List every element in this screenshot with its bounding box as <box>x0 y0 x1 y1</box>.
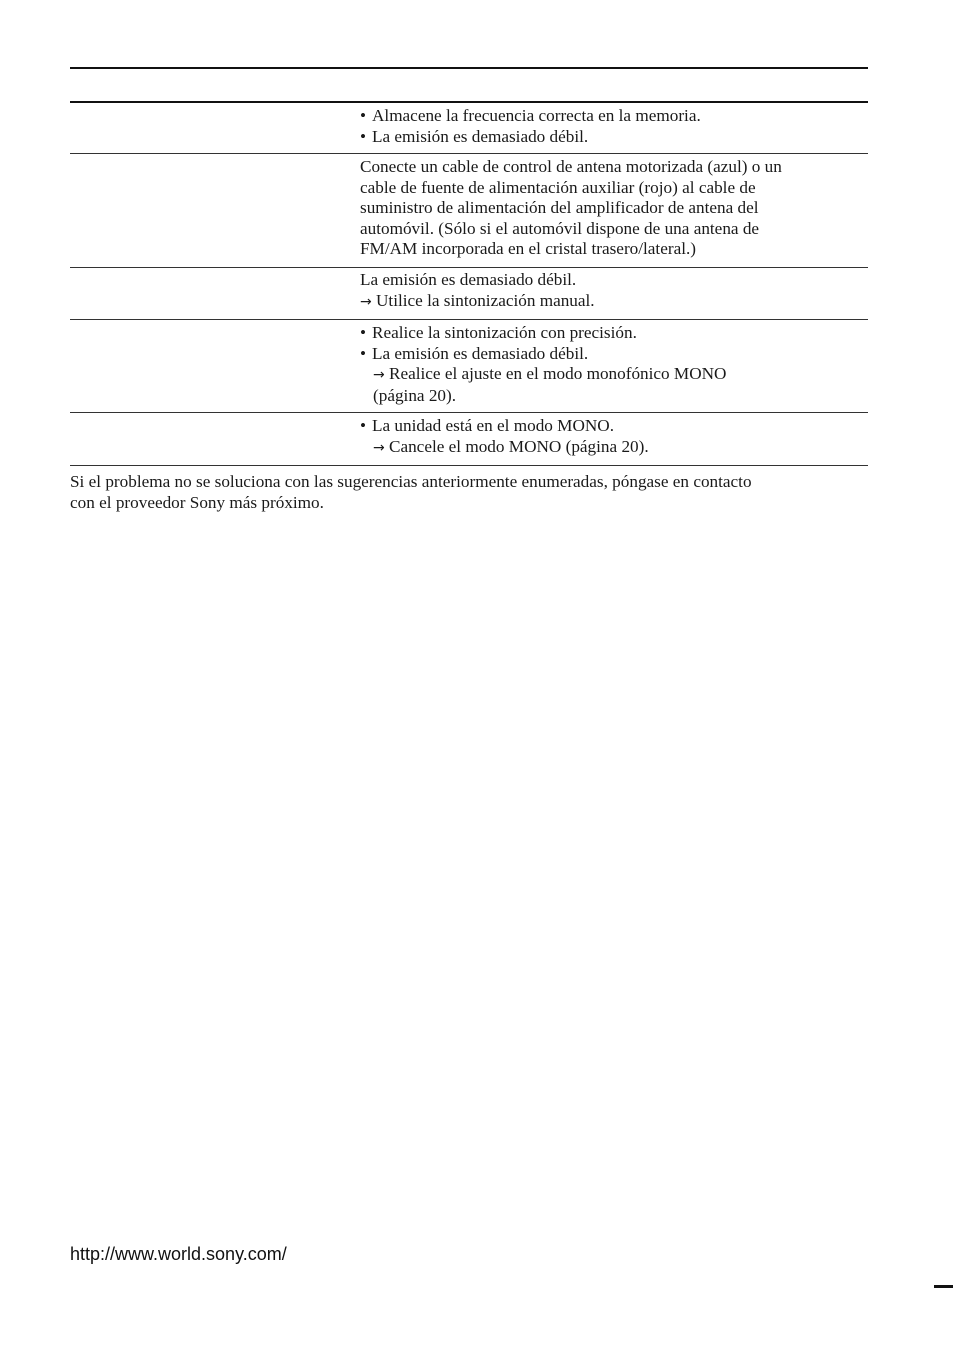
bullet-icon: • <box>360 323 367 342</box>
arrow-right-icon: → <box>373 367 385 384</box>
arrow-right-icon: → <box>373 439 385 456</box>
solution-text: cable de fuente de alimentación auxiliar (rojo) al cable de <box>360 177 756 197</box>
solution-text: La emisión es demasiado débil. <box>372 126 589 146</box>
solution-text: Cancele el modo MONO (página 20). <box>389 436 649 456</box>
page-edge-mark <box>934 1285 953 1288</box>
table-row <box>70 154 868 268</box>
table-row <box>70 268 868 320</box>
bullet-icon: • <box>360 106 367 125</box>
solution-text: La unidad está en el modo MONO. <box>372 416 615 435</box>
solution-cell <box>360 323 865 406</box>
footer-url-link[interactable]: http://www.world.sony.com/ <box>70 1244 287 1264</box>
arrow-right-icon: → <box>360 293 372 310</box>
table-row <box>70 413 868 466</box>
solution-cell <box>360 416 865 458</box>
bullet-icon: • <box>360 343 367 363</box>
solution-text: Realice la sintonización con precisión. <box>372 323 637 342</box>
support-note-line: Si el problema no se soluciona con las sugerencias anteriormente enumeradas, póngase en contacto <box>70 472 752 491</box>
solution-text: Utilice la sintonización manual. <box>376 290 595 310</box>
support-note <box>70 472 870 513</box>
solution-text: FM/AM incorporada en el cristal trasero/lateral.) <box>360 239 696 259</box>
table-row <box>70 320 868 413</box>
solution-text: automóvil. (Sólo si el automóvil dispone de una antena de <box>360 218 760 238</box>
table-row <box>70 103 868 154</box>
solution-text: La emisión es demasiado débil. <box>372 343 589 363</box>
solution-cell <box>360 270 865 312</box>
solution-text: Almacene la frecuencia correcta en la memoria. <box>372 106 701 125</box>
solution-text: (página 20). <box>373 385 457 405</box>
solution-text: suministro de alimentación del amplificador de antena del <box>360 198 759 218</box>
top-rule <box>70 67 868 69</box>
solution-text: La emisión es demasiado débil. <box>360 270 577 289</box>
solution-text: Realice el ajuste en el modo monofónico MONO <box>389 364 727 384</box>
solution-text: Conecte un cable de control de antena motorizada (azul) o un <box>360 157 782 176</box>
support-note-line: con el proveedor Sony más próximo. <box>70 492 324 512</box>
solution-cell <box>360 157 865 260</box>
bullet-icon: • <box>360 126 367 146</box>
bullet-icon: • <box>360 416 367 435</box>
solution-cell <box>360 106 865 147</box>
